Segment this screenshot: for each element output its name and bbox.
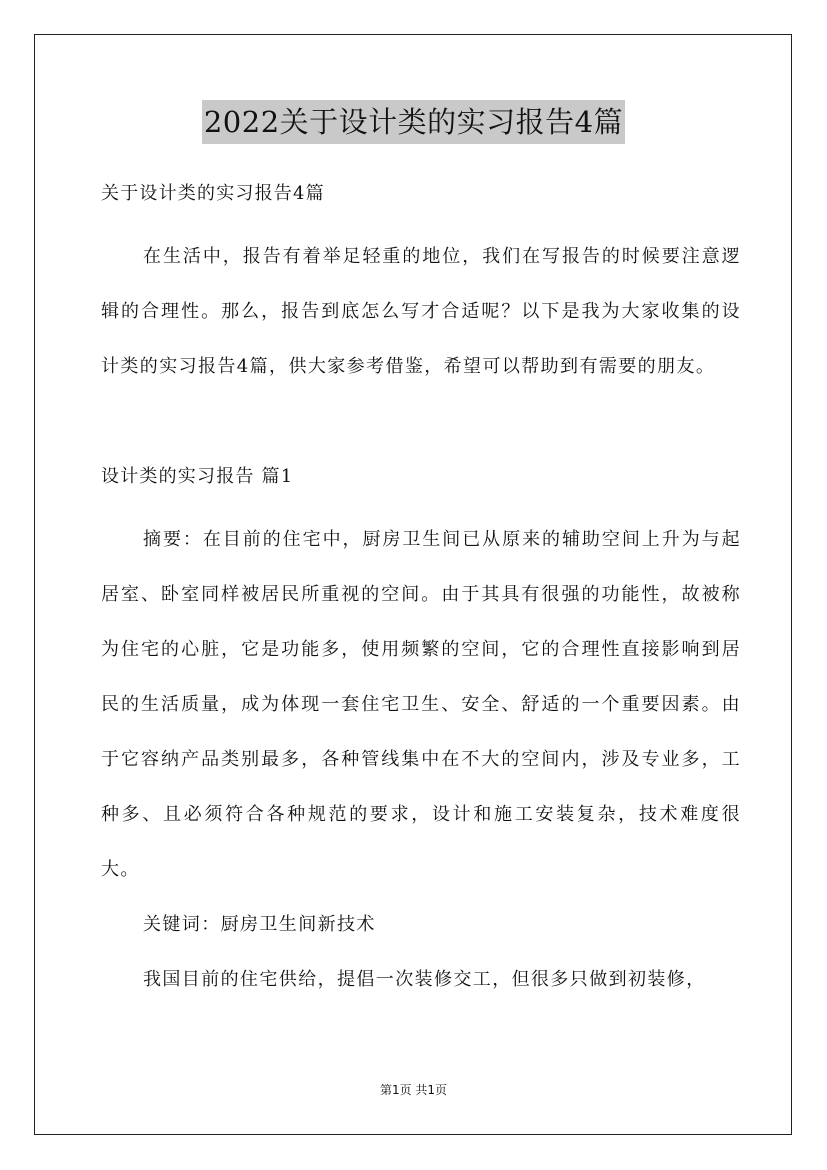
keywords-paragraph: 关键词：厨房卫生间新技术: [143, 914, 376, 935]
body-paragraph: 我国目前的住宅供给，提倡一次装修交工，但很多只做到初装修，: [143, 969, 706, 990]
abstract-paragraph: 摘要：在目前的住宅中，厨房卫生间已从原来的辅助空间上升为与起居室、卧室同样被居民所重视的空间。由于其具有很强的功能性，故被称为住宅的心脏，它是功能多，使用频繁的空间，它的合理性直接影响到居民的生活质量，成为体现一套住宅卫生、安全、舒适的一个重要因素。由于它容纳产品类别最多，各种管线集中在不大的空间内，涉及专业多，工种多、且必须符合各种规范的要求，设计和施工安装复杂，技术难度很大。: [101, 529, 741, 880]
title-container: [0, 100, 827, 144]
page-footer: 第1页 共1页: [379, 1083, 448, 1097]
document-title: 2022关于设计类的实习报告4篇: [202, 100, 625, 144]
intro-paragraph: 在生活中，报告有着举足轻重的地位，我们在写报告的时候要注意逻辑的合理性。那么，报告到底怎么写才合适呢？以下是我为大家收集的设计类的实习报告4篇，供大家参考借鉴，希望可以帮助到有需要的朋友。: [101, 246, 741, 377]
document-subtitle: 关于设计类的实习报告4篇: [101, 183, 325, 204]
section-heading: 设计类的实习报告 篇1: [101, 466, 294, 487]
document-body: [101, 175, 741, 1007]
